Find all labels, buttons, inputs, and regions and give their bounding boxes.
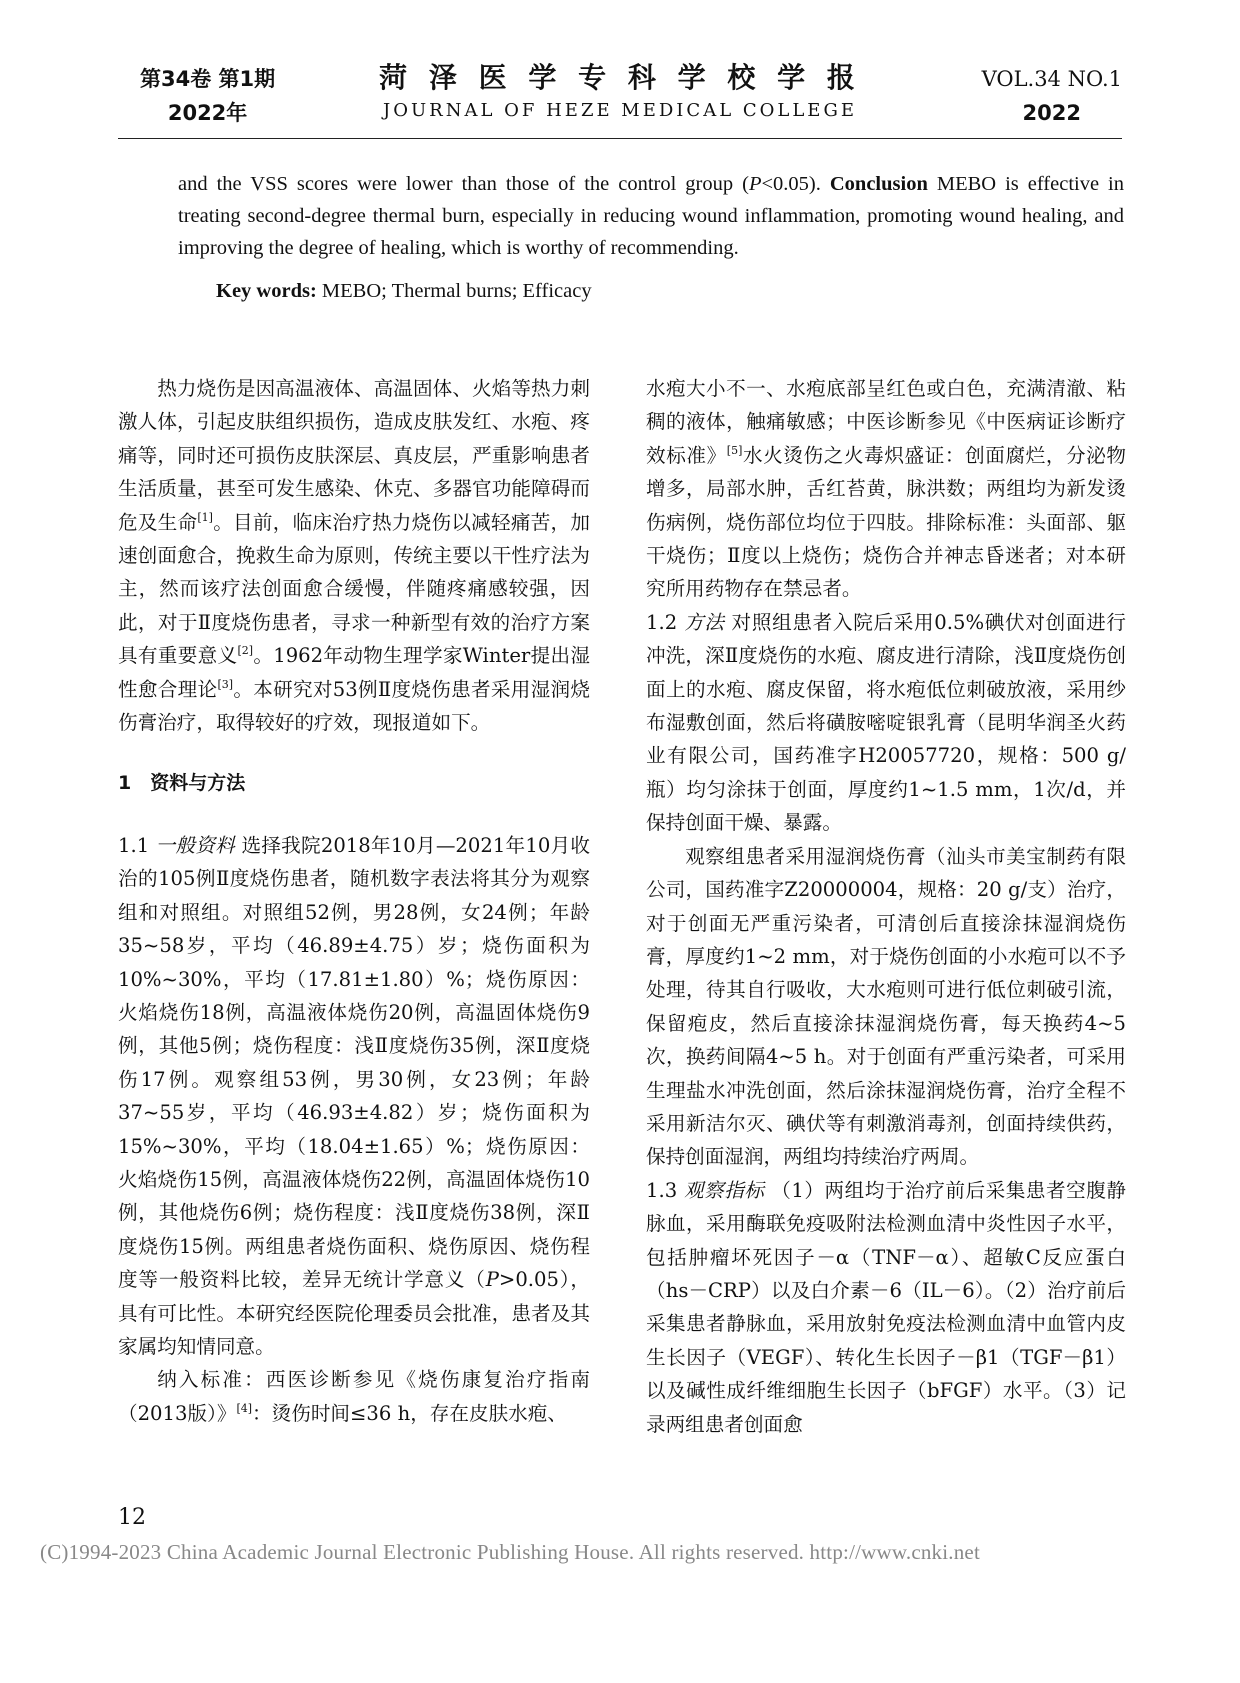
- keywords-text: MEBO; Thermal burns; Efficacy: [316, 280, 592, 302]
- header-vol: [982, 62, 1122, 130]
- journal-title-en: JOURNAL OF HEZE MEDICAL COLLEGE: [383, 100, 857, 121]
- header-divider: [118, 138, 1122, 139]
- journal-title-cn: 菏 泽 医 学 专 科 学 校 学 报: [379, 61, 861, 94]
- text: 。1962年动物生理学家Winter提出湿性愈合理论: [118, 644, 590, 701]
- citation: [3]: [217, 677, 234, 691]
- text: 纳入标准：西医诊断参见《烧伤康复治疗指南（2013版）》: [118, 1368, 590, 1425]
- abstract-continuation: [178, 168, 1124, 264]
- p-symbol: P: [748, 173, 762, 195]
- inclusion-continued: [646, 372, 1126, 606]
- keywords-label: Key words:: [216, 280, 317, 302]
- subsection-title: 一般资料: [155, 833, 236, 857]
- citation: [2]: [237, 644, 254, 658]
- abstract-text: MEBO is effective in treating second-degree thermal burn, especially in reducing wound inflammation, promoting wound healing, and improving the degree of healing, which is worthy of recommending.: [178, 173, 1124, 259]
- subsection-title: 方法: [684, 610, 725, 634]
- keywords: [216, 275, 1116, 307]
- text: 。目前，临床治疗热力烧伤以减轻痛苦，加速创面愈合，挽救生命为原则，传统主要以干性疗法为主，然而该疗法创面愈合缓慢，伴随疼痛感较强，因此，对于Ⅱ度烧伤患者，寻求一种新型有效的治疗方案具有重要意义: [118, 510, 590, 668]
- header-journal: [340, 60, 900, 126]
- text: 对照组患者入院后采用0.5%碘伏对创面进行冲洗，深Ⅱ度烧伤的水疱、腐皮进行清除，浅Ⅱ度烧伤创面上的水疱、腐皮保留，将水疱低位刺破放液，采用纱布湿敷创面，然后将磺胺嘧啶银乳膏（昆明华润圣火药业有限公司，国药准字H20057720，规格：500 g/瓶）均匀涂抹于创面，厚度约1~1.5 mm，1次/d，并保持创面干燥、暴露。: [646, 610, 1127, 835]
- copyright-footer: (C)1994-2023 China Academic Journal Electronic Publishing House. All rights reserved. http://www.cnki.net: [40, 1540, 980, 1564]
- conclusion-label: Conclusion: [829, 173, 928, 195]
- abstract-text: and the VSS scores were lower than those of the control group (: [178, 173, 749, 195]
- section-number: 1.2: [646, 610, 685, 634]
- abstract-text: <0.05).: [761, 173, 830, 195]
- header-volume: [140, 62, 275, 130]
- intro-paragraph: [118, 372, 590, 739]
- volume-issue: 第34卷 第1期: [140, 67, 276, 91]
- text: ：烫伤时间≤36 h，存在皮肤水疱、: [252, 1401, 567, 1425]
- section-number: 1.1: [118, 833, 156, 857]
- section-1-2: [646, 606, 1126, 840]
- citation: [4]: [236, 1401, 253, 1415]
- text: 热力烧伤是因高温液体、高温固体、火焰等热力刺激人体，引起皮肤组织损伤，造成皮肤发红、水疱、疼痛等，同时还可损伤皮肤深层、真皮层，严重影响患者生活质量，甚至可发生感染、休克、多器官功能障碍而危及生命: [118, 377, 590, 534]
- inclusion-paragraph: [118, 1363, 590, 1430]
- text: 水火烫伤之火毒炽盛证：创面腐烂，分泌物增多，局部水肿，舌红苔黄，脉洪数；两组均为新发烫伤病例，烧伤部位均位于四肢。排除标准：头面部、躯干烧伤；Ⅱ度以上烧伤；烧伤合并神志昏迷者；对本研究所用药物存在禁忌者。: [646, 443, 1127, 601]
- section-number: 1.3: [646, 1178, 684, 1202]
- text: （1）两组均于治疗前后采集患者空腹静脉血，采用酶联免疫吸附法检测血清中炎性因子水平，包括肿瘤坏死因子－α（TNF－α）、超敏C反应蛋白（hs－CRP）以及白介素－6（IL－6）。（2）治疗前后采集患者静脉血，采用放射免疫法检测血清中血管内皮生长因子（VEGF）、转化生长因子－β1（TGF－β1）以及碱性成纤维细胞生长因子（bFGF）水平。（3）记录两组患者创面愈: [646, 1178, 1127, 1436]
- year: 2022: [1022, 101, 1081, 125]
- left-column: [118, 372, 590, 1430]
- right-column: [646, 372, 1126, 1441]
- year-cn: 2022年: [167, 101, 248, 125]
- text: 。本研究对53例Ⅱ度烧伤患者采用湿润烧伤膏治疗，取得较好的疗效，现报道如下。: [118, 677, 591, 735]
- subsection-title: 观察指标: [683, 1178, 765, 1202]
- citation: [1]: [197, 510, 213, 524]
- text: >0.05），具有可比性。本研究经医院伦理委员会批准，患者及其家属均知情同意。: [118, 1268, 591, 1358]
- page-number: 12: [118, 1505, 146, 1530]
- text: 水疱大小不一、水疱底部呈红色或白色，充满清澈、粘稠的液体，触痛敏感；中医诊断参见《中医病证诊断疗效标准》: [646, 377, 1126, 467]
- section-1-3: [646, 1174, 1126, 1441]
- observation-group-paragraph: 观察组患者采用湿润烧伤膏（汕头市美宝制药有限公司，国药准字Z20000004，规格：20 g/支）治疗，对于创面无严重污染者，可清创后直接涂抹湿润烧伤膏，厚度约1~2 mm，对于烧伤创面的小水疱可以不予处理，待其自行吸收，大水疱则可进行低位刺破引流，保留疱皮，然后直接涂抹湿润烧伤膏，每天换药4~5次，换药间隔4~5 h。对于创面有严重污染者，可采用生理盐水冲洗创面，然后涂抹湿润烧伤膏，治疗全程不采用新洁尔灭、碘伏等有刺激消毒剂，创面持续供药，保持创面湿润，两组均持续治疗两周。: [646, 844, 1126, 1169]
- p-symbol: P: [485, 1268, 499, 1292]
- text: 选择我院2018年10月—2021年10月收治的105例Ⅱ度烧伤患者，随机数字表法将其分为观察组和对照组。对照组52例，男28例，女24例；年龄35~58岁，平均（46.89±4.75）岁；烧伤面积为10%~30%，平均（17.81±1.80）%；烧伤原因：火焰烧伤18例，高温液体烧伤20例，高温固体烧伤9例，其他5例；烧伤程度：浅Ⅱ度烧伤35例，深Ⅱ度烧伤17例。观察组53例，男30例，女23例；年龄37~55岁，平均（46.93±4.82）岁；烧伤面积为15%~30%，平均（18.04±1.65）%；烧伤原因：火焰烧伤15例，高温液体烧伤22例，高温固体烧伤10例，其他烧伤6例；烧伤程度：浅Ⅱ度烧伤38例，深Ⅱ度烧伤15例。两组患者烧伤面积、烧伤原因、烧伤程度等一般资料比较，差异无统计学意义（: [118, 833, 591, 1292]
- section-heading: 1 资料与方法: [118, 772, 246, 795]
- section-1-1: [118, 829, 590, 1364]
- vol-no: VOL.34 NO.1: [981, 67, 1122, 91]
- citation: [5]: [726, 443, 743, 457]
